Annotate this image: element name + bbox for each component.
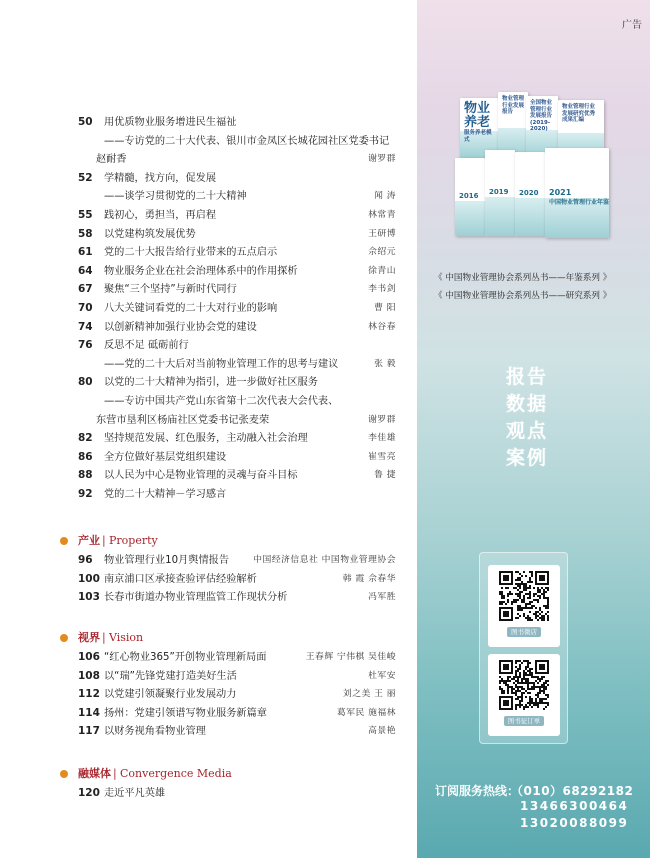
- article-title: 学精髓，找方向，促发展: [104, 172, 217, 184]
- article-title: 反思不足 砥砺前行: [104, 340, 189, 352]
- highlight-viewpoint: 观点: [506, 420, 549, 442]
- qr-code-panel: [479, 552, 568, 744]
- page-number: 86: [78, 450, 93, 463]
- book-cover-development-report: 全国物业管理行业发展报告(2019-2020): [526, 96, 558, 158]
- article-author: 林常青: [368, 210, 396, 220]
- bullet-icon: [60, 537, 68, 545]
- page-number: 55: [78, 209, 93, 221]
- article-title: 物业管理行业10月舆情报告: [104, 555, 230, 566]
- section-divider: |: [102, 534, 106, 547]
- article-title: 聚焦“三个坚持”与新时代同行: [104, 284, 237, 296]
- qr-card-order-form[interactable]: [488, 654, 560, 736]
- page-number: 88: [78, 469, 93, 482]
- toc-entry[interactable]: [0, 356, 416, 373]
- article-title: 物业服务企业在社会治理体系中的作用探析: [104, 265, 298, 277]
- article-author: 葛军民 施福林: [336, 707, 396, 718]
- page-number: 74: [78, 320, 93, 333]
- toc-entry[interactable]: [0, 263, 416, 280]
- toc-entry[interactable]: [0, 589, 416, 606]
- page-number: 64: [78, 264, 93, 277]
- qr-code-icon: [499, 571, 549, 621]
- phone-number: 13020088099: [520, 816, 629, 830]
- toc-entry[interactable]: [0, 705, 416, 722]
- article-author: 杜军安: [368, 670, 396, 681]
- article-author: 李书剑: [368, 284, 396, 295]
- article-author: 高景艳: [368, 726, 396, 737]
- section-title-en: Vision: [109, 631, 144, 644]
- page-number: 70: [78, 302, 93, 314]
- article-title: 八大关键词看党的二十大对行业的影响: [104, 303, 278, 314]
- toc-entry[interactable]: [0, 374, 416, 391]
- page-number: 106: [78, 651, 100, 663]
- toc-entry[interactable]: [0, 686, 416, 703]
- highlight-report: 报告: [506, 366, 549, 388]
- article-title: 走近平凡英雄: [104, 788, 166, 799]
- article-title: 党的二十大报告给行业带来的五点启示: [104, 247, 278, 259]
- page-number: 114: [78, 706, 100, 719]
- toc-entry[interactable]: [0, 170, 416, 187]
- article-author: 张 毅: [374, 358, 396, 369]
- advertisement-panel: [417, 0, 650, 858]
- article-title: 扬州：党建引领谱写物业服务新篇章: [104, 707, 267, 719]
- section-title-cn: 融媒体: [78, 767, 111, 780]
- book-covers: [450, 90, 620, 240]
- qr-card-bookstore[interactable]: [488, 565, 560, 647]
- qr-code-icon: [499, 660, 549, 710]
- article-author: 林谷春: [368, 321, 396, 332]
- article-author: 曹 阳: [374, 303, 396, 313]
- article-title: ——专访中国共产党山东省第十二次代表大会代表、: [104, 396, 339, 407]
- toc-entry[interactable]: [0, 188, 416, 205]
- toc-entry[interactable]: [0, 300, 416, 317]
- series-line-research: 《 中国物业管理协会系列丛书——研究系列 》: [434, 291, 612, 301]
- toc-entry[interactable]: [0, 393, 416, 410]
- highlight-words: [506, 364, 566, 472]
- bullet-icon: [60, 634, 68, 642]
- section-divider: |: [113, 767, 117, 780]
- toc-entry[interactable]: [0, 412, 416, 429]
- article-title: 以人民为中心是物业管理的灵魂与奋斗目标: [104, 470, 298, 482]
- article-author: 冯军胜: [368, 592, 396, 603]
- toc-entry[interactable]: [0, 552, 416, 569]
- article-author: 佘绍元: [368, 247, 396, 258]
- section-title-cn: 产业: [78, 534, 100, 547]
- toc-entry[interactable]: [0, 244, 416, 261]
- section-title-en: Property: [109, 534, 158, 547]
- phone-number: （010）68292182: [511, 784, 634, 798]
- book-cover-2019: 2019: [485, 150, 515, 236]
- toc-entry[interactable]: [0, 723, 416, 740]
- article-title: 党的二十大精神－学习感言: [104, 489, 227, 500]
- page-number: 67: [78, 283, 93, 296]
- article-author: 徐青山: [368, 265, 396, 276]
- article-author: 谢罗群: [368, 154, 396, 165]
- article-title: 东营市垦利区杨庙社区党委书记张麦荣: [96, 414, 270, 426]
- article-title: 长春市街道办物业管理监管工作现状分析: [104, 592, 288, 604]
- book-cover-industry-report: 物业管理行业发展报告: [498, 92, 528, 158]
- page-number: 92: [78, 488, 93, 500]
- article-author: 闻 涛: [374, 191, 396, 202]
- toc-entry[interactable]: [0, 449, 416, 466]
- section-divider: |: [102, 631, 106, 644]
- page-number: 96: [78, 554, 93, 566]
- page-number: 61: [78, 246, 93, 259]
- page-number: 100: [78, 572, 100, 585]
- article-title: 南京浦口区承接查验评估经验解析: [104, 573, 257, 585]
- hotline-label: 订阅服务热线：: [435, 784, 520, 798]
- qr-caption-order-form: 图书征订单: [504, 716, 545, 726]
- article-title: 以党的二十大精神为指引，进一步做好社区服务: [104, 377, 318, 389]
- article-author: 崔雪亮: [368, 451, 396, 462]
- article-author: 李佳雄: [368, 433, 396, 444]
- page-number: 50: [78, 116, 93, 128]
- article-title: ——专访党的二十大代表、银川市金凤区长城花园社区党委书记: [104, 135, 390, 147]
- article-title: 践初心，勇担当，再启程: [104, 210, 217, 221]
- book-cover-2020: 2020: [515, 152, 545, 236]
- toc-entry[interactable]: [0, 226, 416, 243]
- page-number: 76: [78, 339, 93, 352]
- page-number: 80: [78, 376, 93, 389]
- phone-number: 13466300464: [520, 799, 629, 813]
- toc-entry[interactable]: [0, 571, 416, 588]
- page-number: 58: [78, 227, 93, 240]
- toc-entry[interactable]: [0, 114, 416, 131]
- article-title: ——谈学习贯彻党的二十大精神: [104, 191, 247, 203]
- article-author: 韩 霞 佘春华: [342, 573, 396, 584]
- section-title-en: Convergence Media: [120, 767, 232, 780]
- article-author: 谢罗群: [368, 414, 396, 425]
- article-title: “红心物业365”开创物业管理新局面: [104, 652, 267, 663]
- book-cover-elderly-care: 物业 养老 服务养老模式: [460, 98, 498, 158]
- article-author: 王研博: [368, 228, 396, 239]
- toc-entry[interactable]: [0, 649, 416, 666]
- toc-entry[interactable]: [0, 467, 416, 484]
- page-number: 82: [78, 432, 93, 445]
- article-author: 鲁 捷: [374, 470, 396, 481]
- page-number: 52: [78, 171, 93, 184]
- article-title: 以党建引领凝聚行业发展动力: [104, 689, 237, 701]
- article-title: 坚持规范发展、红色服务，主动融入社会治理: [104, 433, 308, 445]
- toc-entry[interactable]: [0, 668, 416, 685]
- book-cover-research-collection: 物业管理行业发展研究优秀成果汇编: [558, 100, 604, 160]
- toc-entry[interactable]: [0, 785, 416, 802]
- toc-entry[interactable]: [0, 337, 416, 354]
- qr-caption-bookstore: 图书微店: [507, 627, 541, 637]
- article-author: 中国经济信息社 中国物业管理协会: [253, 555, 396, 565]
- article-author: 刘之美 王 丽: [342, 689, 396, 700]
- article-title: 以“瑞”先锋党建打造美好生活: [104, 670, 237, 682]
- article-title: 用优质物业服务增进民生福祉: [104, 117, 237, 128]
- article-title: 全方位做好基层党组织建设: [104, 451, 227, 463]
- book-cover-2016: 2016: [455, 158, 485, 236]
- article-title: 赵耐香: [96, 154, 127, 166]
- article-title: ——党的二十大后对当前物业管理工作的思考与建议: [104, 358, 339, 370]
- toc-entry[interactable]: [0, 133, 416, 150]
- page-number: 103: [78, 591, 100, 604]
- toc-entry[interactable]: [0, 151, 416, 168]
- series-line-yearbook: 《 中国物业管理协会系列丛书——年鉴系列 》: [434, 273, 612, 283]
- highlight-case: 案例: [506, 447, 549, 469]
- toc-entry[interactable]: [0, 207, 416, 224]
- toc-entry[interactable]: [0, 486, 416, 503]
- article-author: 王春辉 宁伟棋 吴佳峻: [305, 652, 396, 662]
- toc-entry[interactable]: [0, 281, 416, 298]
- page-number: 117: [78, 725, 100, 738]
- toc-entry[interactable]: [0, 430, 416, 447]
- page-number: 108: [78, 669, 100, 682]
- article-title: 以创新精神加强行业协会党的建设: [104, 321, 257, 333]
- page-number: 112: [78, 688, 100, 701]
- article-title: 以党建构筑发展优势: [104, 228, 196, 240]
- highlight-data: 数据: [506, 393, 549, 415]
- section-title-cn: 视界: [78, 631, 100, 644]
- ad-label: 广告: [622, 20, 642, 31]
- book-cover-2021-yearbook: 2021 中国物业管理行业年鉴: [545, 148, 609, 238]
- bullet-icon: [60, 770, 68, 778]
- toc-entry[interactable]: [0, 319, 416, 336]
- article-title: 以财务视角看物业管理: [104, 726, 206, 738]
- page-number: 120: [78, 787, 100, 799]
